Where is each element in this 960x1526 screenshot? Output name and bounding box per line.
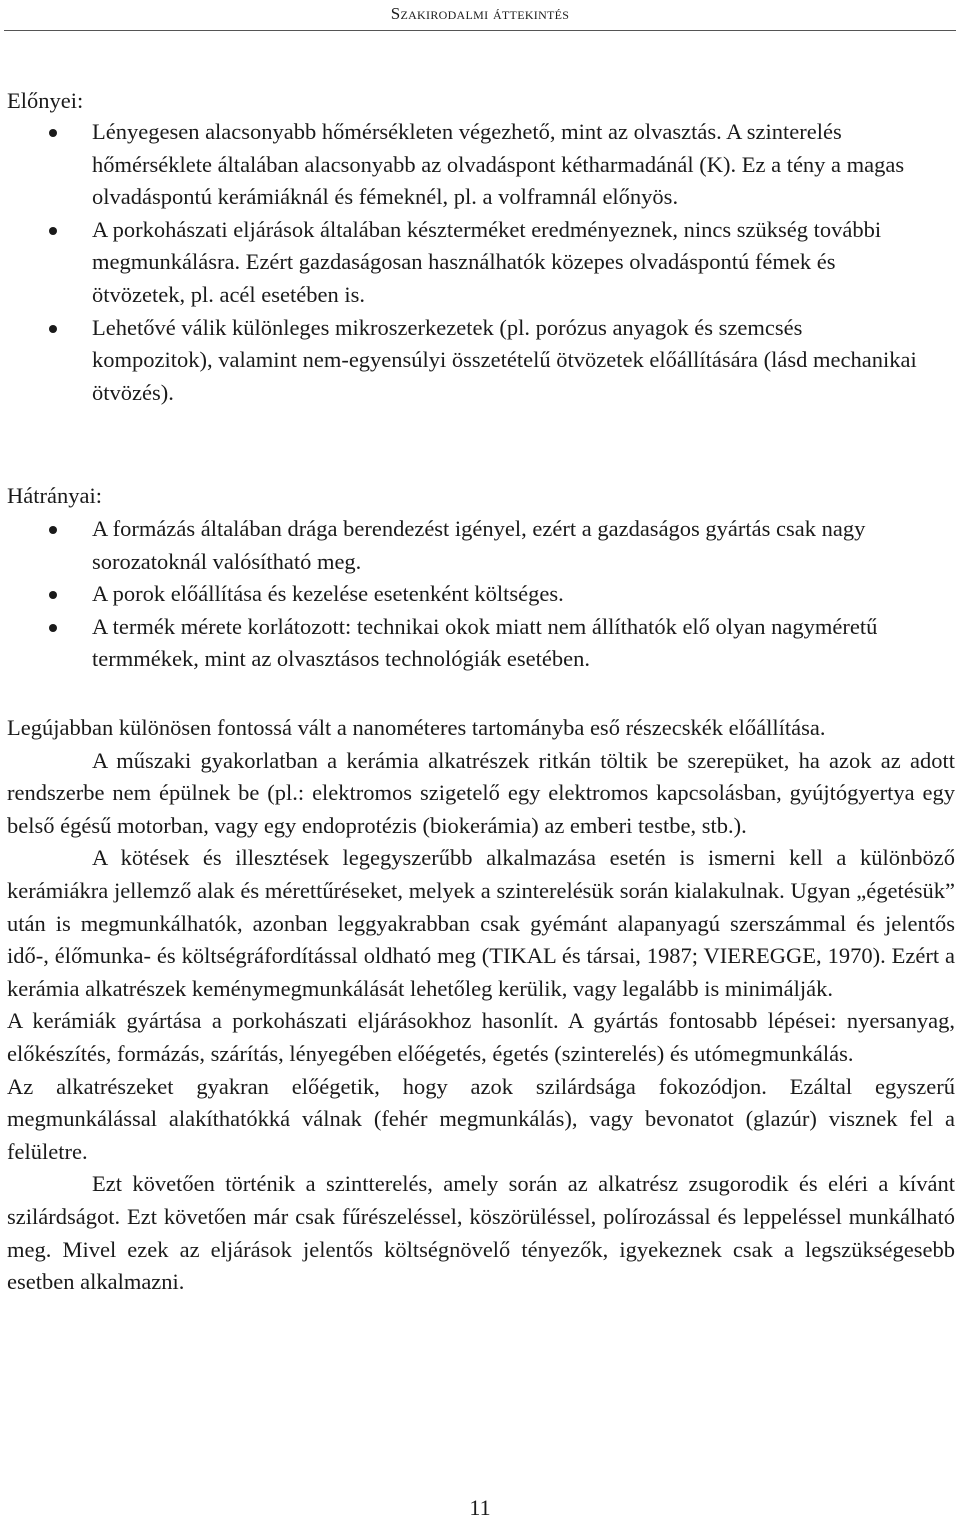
list-item: [0, 116, 960, 214]
list-item-text: A porkohászati eljárások általában készterméket eredményeznek, nincs szükség további megmunkálásra. Ezért gazdaságosan használhatók közepes olvadáspontú fémek és ötvözetek, pl. acél esetében is.: [92, 216, 882, 307]
running-header: Szakirodalmi áttekintés: [390, 4, 570, 23]
list-item: [0, 513, 960, 578]
paragraph: A kötések és illesztések legegyszerűbb alkalmazása esetén is ismerni kell a különböző kerámiákra jellemző alak és mérettűréseket, melyek a szinterelésük során kialakulnak. Ugyan „égetésük” után is megmunkálhatók, azonban leggyakrabban csak gyémánt alapanyagú szerszámmal és jelentős idő-, élőmunka- és költségráfordítással oldható meg (TIKAL és társai, 1987; VIEREGGE, 1970). Ezért a kerámia alkatrészek keménymegmunkálását lehetőleg kerülik, vagy legalább is minimálják.: [7, 845, 955, 1001]
bullet-icon: [49, 227, 57, 235]
disadvantages-list: [0, 513, 960, 676]
header-divider: [4, 30, 956, 31]
paragraph: Legújabban különösen fontossá vált a nanométeres tartományba eső részecskék előállítása.: [7, 715, 826, 740]
list-item-text: A porok előállítása és kezelése esetenként költséges.: [92, 581, 564, 607]
list-item-text: Lényegesen alacsonyabb hőmérsékleten végezhető, mint az olvasztás. A szinterelés hőmérséklete általában alacsonyabb az olvadáspont kétharmadánál (K). Ez a tény a magas olvadáspontú kerámiáknál és fémeknél, pl. a volframnál előnyös.: [92, 119, 905, 210]
list-item-text: A formázás általában drága berendezést igényel, ezért a gazdaságos gyártás csak nagy sorozatoknál valósítható meg.: [92, 516, 866, 574]
bullet-icon: [49, 129, 57, 137]
bullet-icon: [49, 325, 57, 333]
bullet-icon: [49, 591, 57, 599]
list-item: [0, 578, 960, 611]
disadvantages-label: Hátrányai:: [7, 483, 102, 508]
list-item: [0, 312, 960, 410]
bullet-icon: [49, 624, 57, 632]
list-item: [0, 214, 960, 312]
body-text: [7, 712, 955, 1299]
list-item: [0, 611, 960, 676]
paragraph: A kerámiák gyártása a porkohászati eljárásokhoz hasonlít. A gyártás fontosabb lépései: nyersanyag, előkészítés, formázás, szárítás, lényegében előégetés, égetés (szinterelés) és utómegmunkálás.: [7, 1008, 955, 1066]
list-item-text: Lehetővé válik különleges mikroszerkezetek (pl. porózus anyagok és szemcsés kompozitok), valamint nem-egyensúlyi összetételű ötvözetek előállítására (lásd mechanikai ötvözés).: [92, 314, 917, 405]
paragraph: Ezt követően történik a szintterelés, amely során az alkatrész zsugorodik és eléri a kívánt szilárdságot. Ezt követően már csak fűrészeléssel, köszörüléssel, polírozással és leppeléssel munkálható meg. Mivel ezek az eljárások jelentős költségnövelő tényezők, igyekeznek csak a legszükségesebb esetben alkalmazni.: [7, 1171, 955, 1295]
page-number: 11: [469, 1495, 491, 1520]
advantages-list: [0, 116, 960, 409]
paragraph: Az alkatrészeket gyakran előégetik, hogy azok szilárdsága fokozódjon. Ezáltal egyszerű megmunkálással alakíthatókká válnak (fehér megmunkálás), vagy bevonatot (glazúr) visznek fel a felületre.: [7, 1073, 955, 1164]
list-item-text: A termék mérete korlátozott: technikai okok miatt nem állíthatók elő olyan nagyméretű termmékek, mint az olvasztásos technológiák esetében.: [92, 613, 878, 672]
bullet-icon: [49, 526, 57, 534]
advantages-label: Előnyei:: [7, 88, 84, 113]
paragraph: A műszaki gyakorlatban a kerámia alkatrészek ritkán töltik be szerepüket, ha azok az adott rendszerbe nem épülnek be (pl.: elektromos szigetelő egy elektromos kapcsolásban, gyújtógyertya egy belső égésű motorban, vagy egy endoprotézis (biokerámia) az emberi testbe, stb.).: [7, 747, 955, 838]
